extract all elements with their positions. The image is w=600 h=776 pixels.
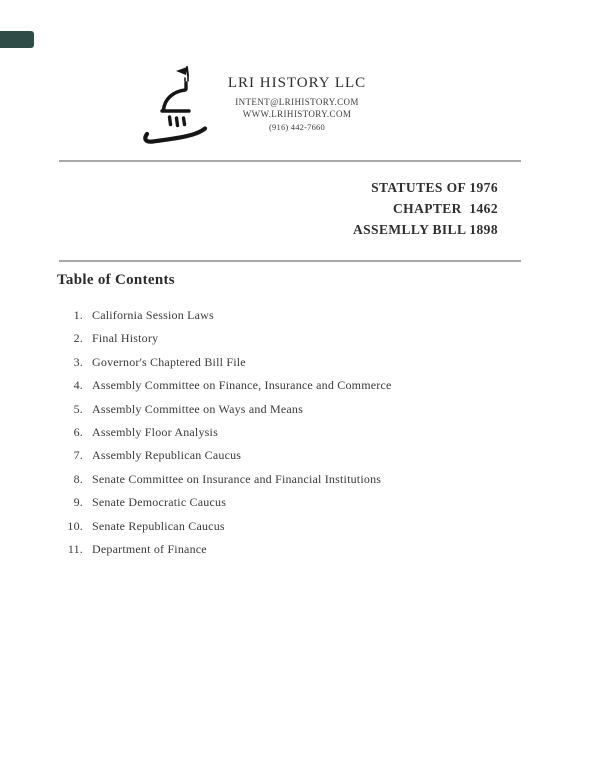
toc-title: Table of Contents (57, 272, 175, 288)
toc-item-label: Department of Finance (92, 541, 207, 556)
toc-item-number: 1. (73, 308, 83, 322)
toc-item-label: Senate Democratic Caucus (92, 495, 227, 510)
divider-top (59, 160, 521, 162)
toc-item-number: 10. (67, 518, 83, 533)
toc-item (56, 495, 392, 518)
toc-item-label: Senate Republican Caucus (92, 518, 225, 533)
toc-item-number: 7. (73, 448, 83, 463)
company-phone: (916) 442-7660 (269, 121, 325, 132)
toc-item-label: Assembly Committee on Ways and Means (92, 401, 303, 416)
toc-item-number: 8. (73, 471, 83, 486)
toc-item-number: 3. (73, 354, 83, 369)
letterhead (182, 75, 412, 133)
toc-item-label: Assembly Committee on Finance, Insurance and Commerce (92, 378, 392, 393)
toc-item (56, 542, 392, 565)
toc-item-label: Assembly Floor Analysis (92, 424, 218, 439)
toc-item-number: 5. (73, 401, 83, 416)
toc-item-number: 4. (73, 378, 83, 393)
divider-bottom (59, 260, 521, 262)
toc-item-label: Assembly Republican Caucus (92, 448, 242, 463)
toc-item-label: California Session Laws (92, 308, 214, 322)
bill-reference (240, 177, 498, 240)
toc-item (56, 425, 392, 448)
toc-item-label: Senate Committee on Insurance and Financial Institutions (92, 471, 382, 486)
toc-item-number: 11. (67, 541, 83, 556)
corner-marker (0, 31, 34, 48)
toc-item-number: 6. (73, 424, 83, 439)
toc-item-label: Final History (92, 331, 159, 346)
toc-item-number: 2. (73, 331, 83, 346)
toc-item (56, 378, 392, 401)
company-email: INTENT@LRIHISTORY.COM (235, 97, 359, 107)
toc-item (56, 402, 392, 425)
toc-list (56, 308, 392, 565)
toc-item-label: Governor's Chaptered Bill File (92, 354, 246, 369)
company-name: LRI HISTORY LLC (227, 75, 367, 91)
assembly-bill-line: ASSEMLLY BILL 1898 (352, 222, 498, 237)
company-website: WWW.LRIHISTORY.COM (242, 109, 352, 120)
toc-item (56, 448, 392, 471)
toc-item (56, 331, 392, 354)
toc-item (56, 355, 392, 378)
toc-item (56, 519, 392, 542)
toc-item-number: 9. (73, 495, 83, 510)
statutes-line: STATUTES OF 1976 (371, 180, 498, 195)
chapter-line: CHAPTER 1462 (393, 201, 498, 216)
toc-item (56, 472, 392, 495)
toc-item (56, 308, 392, 331)
